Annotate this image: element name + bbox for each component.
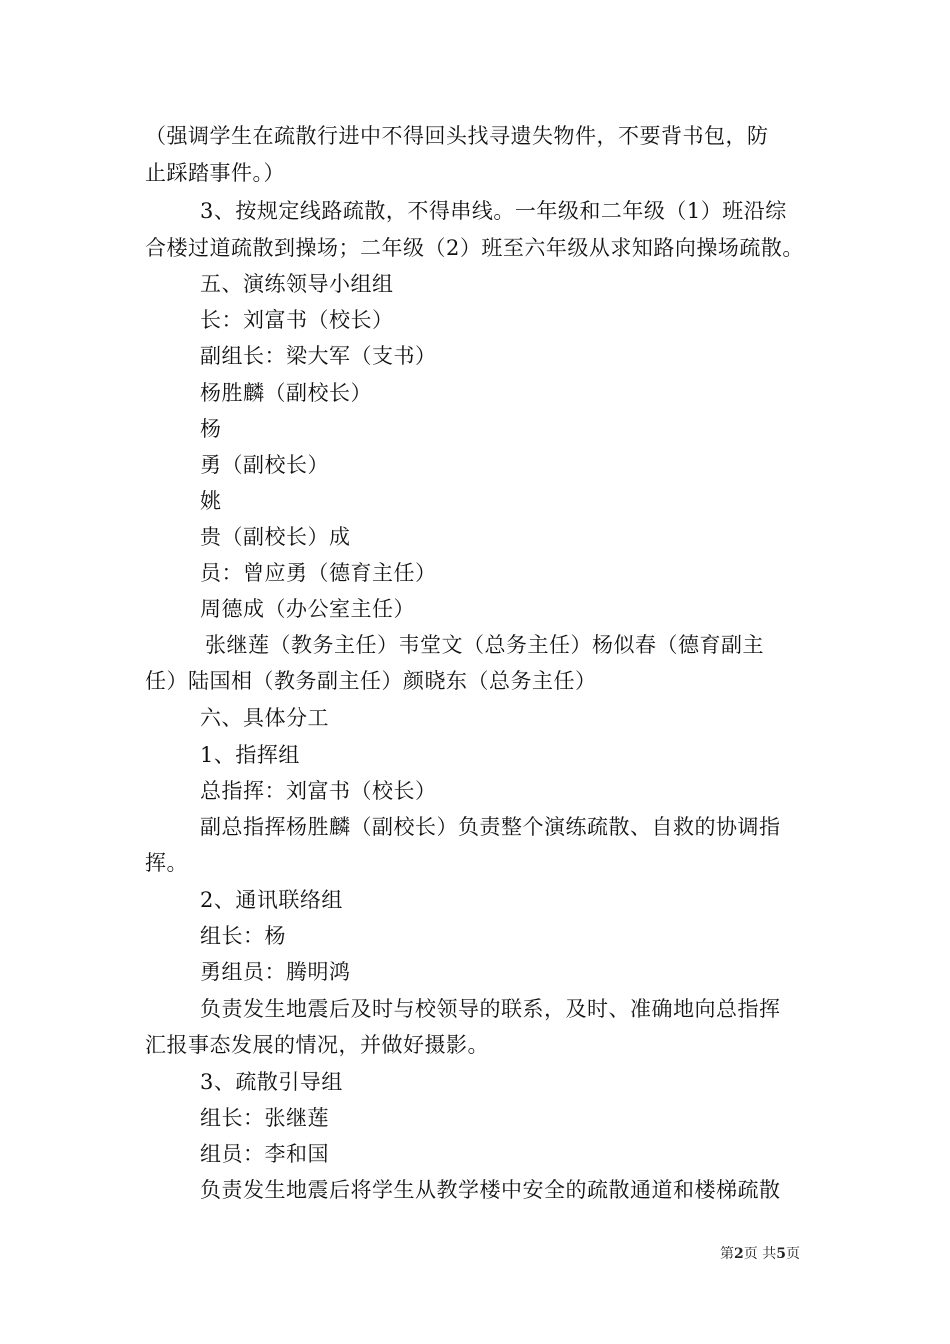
text-line: 员：曾应勇（德育主任） <box>200 561 437 585</box>
text-line: 姚 <box>200 489 222 513</box>
text-line: 组长：杨 <box>200 924 286 948</box>
current-page-number: 2 <box>734 1246 744 1262</box>
page-footer <box>720 1245 800 1263</box>
section-heading: 六、具体分工 <box>200 706 329 730</box>
text-line: 组员：李和国 <box>200 1142 329 1166</box>
footer-middle: 页 共 <box>743 1246 777 1262</box>
text-line: 挥。 <box>145 851 188 875</box>
text-line: 杨 <box>200 417 222 441</box>
text-line: 组长：张继莲 <box>200 1106 329 1130</box>
footer-suffix: 页 <box>785 1246 800 1262</box>
text-line: 贵（副校长）成 <box>200 525 351 549</box>
text-line: 勇（副校长） <box>200 453 329 477</box>
text-line: 副总指挥杨胜麟（副校长）负责整个演练疏散、自救的协调指 <box>200 815 781 839</box>
subsection-heading: 3、疏散引导组 <box>200 1070 343 1094</box>
subsection-heading: 2、通讯联络组 <box>200 888 343 912</box>
text-line: 3、按规定线路疏散，不得串线。一年级和二年级（1）班沿综 <box>200 199 787 223</box>
total-page-number: 5 <box>776 1246 786 1262</box>
text-line: 勇组员：腾明鸿 <box>200 960 351 984</box>
footer-prefix: 第 <box>720 1246 734 1262</box>
text-line: 张继莲（教务主任）韦堂文（总务主任）杨似春（德育副主 <box>205 633 764 657</box>
text-line: 止踩踏事件。） <box>145 161 285 185</box>
text-line: 杨胜麟（副校长） <box>200 381 372 405</box>
subsection-heading: 1、指挥组 <box>200 743 300 767</box>
text-line: 总指挥：刘富书（校长） <box>200 779 437 803</box>
text-line: 长：刘富书（校长） <box>200 308 394 332</box>
section-heading: 五、演练领导小组组 <box>200 272 394 296</box>
text-line: 周德成（办公室主任） <box>200 597 415 621</box>
text-line: 负责发生地震后将学生从教学楼中安全的疏散通道和楼梯疏散 <box>200 1178 781 1202</box>
text-line: 任）陆国相（教务副主任）颜晓东（总务主任） <box>145 669 597 693</box>
text-line: 汇报事态发展的情况，并做好摄影。 <box>145 1033 489 1057</box>
text-line: 负责发生地震后及时与校领导的联系，及时、准确地向总指挥 <box>200 997 781 1021</box>
text-line: 副组长：梁大军（支书） <box>200 344 437 368</box>
text-line: （强调学生在疏散行进中不得回头找寻遗失物件，不要背书包，防 <box>145 124 769 148</box>
text-line: 合楼过道疏散到操场；二年级（2）班至六年级从求知路向操场疏散。 <box>145 236 804 260</box>
